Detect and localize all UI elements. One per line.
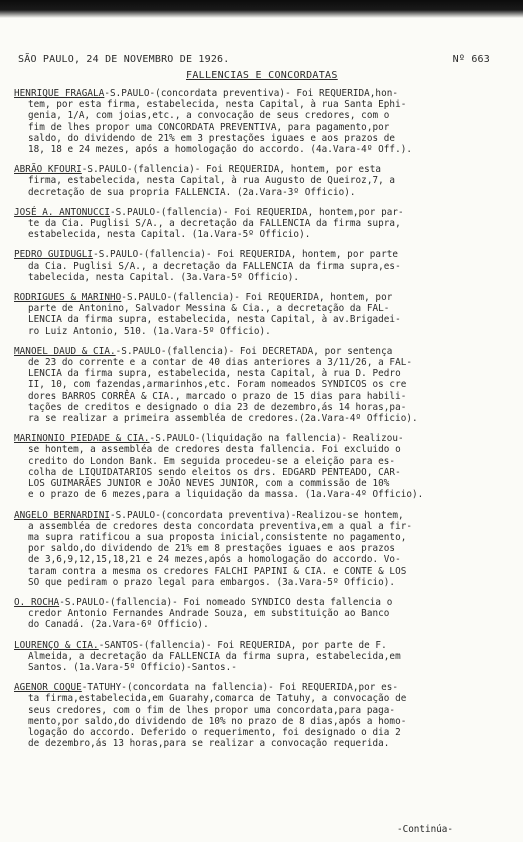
entry-name: ABRÃO KFOURI [14, 164, 82, 176]
entry-line: se hontem, a assembléa de credores desta fallencia. Foi excluido o [28, 444, 401, 456]
entry-first-line [14, 249, 494, 260]
entry-text: -S.PAULO-(fallencia)- Foi REQUERIDA, hontem, por esta [81, 164, 382, 176]
entry-line: ta firma,estabelecida,em Guarahy,comarca de Tatuhy, a convocação de [28, 693, 407, 705]
entry-first-line [14, 682, 494, 693]
entry-line: LENCIA da firma supra, estabelecida, nesta Capital, à rua D. Pedro [28, 368, 401, 380]
entry-line: de dezembro,ás 13 horas,para se realizar a convocação requerida. [28, 738, 390, 750]
list-item [14, 433, 494, 500]
entry-text: -S.PAULO-(fallencia)- Foi REQUERIDA, hontem, por [121, 292, 393, 304]
date-line: SÃO PAULO, 24 DE NOVEMBRO DE 1926. [18, 54, 230, 65]
entry-line: tem, por esta firma, estabelecida, nesta Capital, à rua Santa Ephi- [28, 99, 407, 111]
entry-line: firma, estabelecida, nesta Capital, à rua Augusto de Queiroz,7, a [28, 175, 396, 187]
entry-text: -SANTOS-(fallencia)- Foi REQUERIDA, por parte de F. [98, 639, 387, 651]
entry-line: e o prazo de 6 mezes,para a liquidação da massa. (1a.Vara-4º Officio). [28, 489, 424, 501]
entry-line: por saldo,do dividendo de 21% em 8 prestações iguaes e aos prazos [28, 543, 396, 555]
continued-marker: -Continúa- [397, 824, 453, 835]
section-title: FALLENCIAS E CONCORDATAS [186, 70, 338, 81]
entry-name: AGENOR COQUE [14, 682, 82, 694]
bulletin-number: Nº 663 [452, 54, 490, 65]
entry-line: ro Luiz Antonio, 510. (1a.Vara-5º Officio). [28, 325, 271, 337]
list-item [14, 249, 494, 283]
entry-text: -S.PAULO-(fallencia)- Foi DECRETADA, por sentença [115, 345, 393, 357]
entry-line: da Cia. Puglisi S/A., a decretação da FALLENCIA da firma supra,es- [28, 260, 401, 272]
list-item [14, 682, 494, 749]
entry-line: decretação de sua propria FALLENCIA. (2a.Vara-3º Officio). [28, 186, 356, 198]
list-item [14, 510, 494, 588]
entry-text: -S.PAULO-(liquidação na fallencia)- Realizou- [149, 433, 404, 445]
entry-line: Santos. (1a.Vara-5º Officio)-Santos.- [28, 661, 237, 673]
entry-line: logação do accordo. Deferido o requerimento, foi designado o dia 2 [28, 726, 401, 738]
entry-line: estabelecida, nesta Capital. (1a.Vara-5º Officio). [28, 229, 311, 241]
entry-line: a assembléa de credores desta concordata preventiva,em a qual a fir- [28, 520, 413, 532]
entry-text: -S.PAULO-(fallencia)- Foi REQUERIDA, hontem,por par- [110, 206, 404, 218]
entry-line: Almeida, a decretação da FALLENCIA da firma supra, estabelecida,em [28, 650, 401, 662]
entry-first-line [14, 433, 494, 444]
entry-line: fim de lhes propor uma CONCORDATA PREVENTIVA, para pagamento,por [28, 121, 390, 133]
entry-line: 18, 18 e 24 mezes, após a homologação do accordo. (4a.Vara-4º Off.). [28, 144, 413, 156]
scan-top-edge [0, 0, 523, 18]
entry-line: genia, 1/A, com joias,etc., a convocação de seus credores, com o [28, 110, 390, 122]
entry-name: O. ROCHA [14, 596, 60, 608]
entry-first-line [14, 640, 494, 651]
list-item [14, 640, 494, 674]
entry-line: tações de creditos e designado o dia 23 de dezembro,ás 14 horas,pa- [28, 401, 407, 413]
entries-list [14, 88, 494, 758]
entry-line: de 3,6,9,12,15,18,21 e 24 mezes,após a homologação do accordo. Vo- [28, 554, 401, 566]
entry-line: seus credores, com o fim de lhes propor uma concordata,para paga- [28, 704, 396, 716]
entry-name: LOURENÇO & CIA. [14, 639, 99, 651]
entry-line: LOS GUIMARÃES JUNIOR e JOÃO NEVES JUNIOR, com a commissão de 10% [28, 478, 390, 490]
list-item [14, 292, 494, 337]
list-item [14, 88, 494, 155]
entry-first-line [14, 88, 494, 99]
entry-line: parte de Antonino, Salvador Messina & Cia., a decretação da FAL- [28, 303, 390, 315]
list-item [14, 597, 494, 631]
entry-name: MANOEL DAUD & CIA. [14, 345, 116, 357]
entry-line: taram contra a mesma os credores FALCHI PAPINI & CIA. e CONTE & LOS [28, 565, 407, 577]
entry-line: dores BARROS CORRÊA & CIA., marcado o prazo de 15 dias para habili- [28, 390, 407, 402]
entry-first-line [14, 292, 494, 303]
entry-name: RODRIGUES & MARINHO [14, 292, 122, 304]
entry-first-line [14, 597, 494, 608]
entry-text: -S.PAULO-(concordata preventiva)-Realizou-se hontem, [110, 509, 404, 521]
entry-line: credito do London Bank. Em seguida procedeu-se a eleição para es- [28, 455, 396, 467]
entry-line: saldo, do dividendo de 21% em 3 prestações iguaes e aos prazos de [28, 132, 396, 144]
entry-first-line [14, 164, 494, 175]
entry-line: mento,por saldo,do dividendo de 10% no prazo de 8 dias,após a homo- [28, 715, 407, 727]
entry-text: -S.PAULO-(fallencia)- Foi REQUERIDA, hontem, por parte [93, 249, 399, 261]
entry-line: de 23 do corrente e a contar de 40 dias anteriores a 3/11/26, a FAL- [28, 357, 413, 369]
entry-line: SO que pediram o prazo legal para embargos. (3a.Vara-5º Officio). [28, 576, 396, 588]
list-item [14, 346, 494, 424]
entry-line: ra se realizar a primeira assembléa de credores.(2a.Vara-4º Officio). [28, 413, 418, 425]
entry-line: II, 10, com fazendas,armarinhos,etc. Foram nomeados SYNDICOS os cre [28, 379, 407, 391]
entry-name: ANGELO BERNARDINI [14, 509, 111, 521]
entry-line: do Canadá. (2a.Vara-6º Officio). [28, 619, 209, 631]
entry-first-line [14, 346, 494, 357]
document-header [18, 54, 504, 68]
entry-line: ma supra ratificou a sua proposta inicial,consistente no pagamento, [28, 531, 407, 543]
entry-line: te da Cia. Puglisi S/A., a decretação da FALLENCIA da firma supra, [28, 218, 401, 230]
entry-text: -S.PAULO-(concordata preventiva)- Foi REQUERIDA,hon- [104, 88, 399, 99]
entry-line: credor Antonio Fernandes Andrade Souza, em substituição ao Banco [28, 608, 390, 620]
entry-name: PEDRO GUIDUGLI [14, 249, 94, 261]
entry-line: colha de LIQUIDATARIOS sendo eleitos os drs. EDGARD PENTEADO, CAR- [28, 466, 401, 478]
list-item [14, 207, 494, 241]
entry-name: JOSÉ A. ANTONUCCI [14, 206, 111, 218]
list-item [14, 164, 494, 198]
entry-name: HENRIQUE FRAGALA [14, 88, 105, 99]
entry-first-line [14, 510, 494, 521]
entry-line: tabelecida, nesta Capital. (3a.Vara-5º Officio). [28, 271, 300, 283]
entry-text: -TATUHY-(concordata na fallencia)- Foi REQUERIDA,por es- [81, 682, 399, 694]
entry-text: -S.PAULO-(fallencia)- Foi nomeado SYNDICO desta fallencia o [59, 596, 393, 608]
entry-line: LENCIA da firma supra, estabelecida, nesta Capital, à av.Brigadei- [28, 314, 401, 326]
entry-name: MARINONIO PIEDADE & CIA. [14, 433, 150, 445]
entry-first-line [14, 207, 494, 218]
